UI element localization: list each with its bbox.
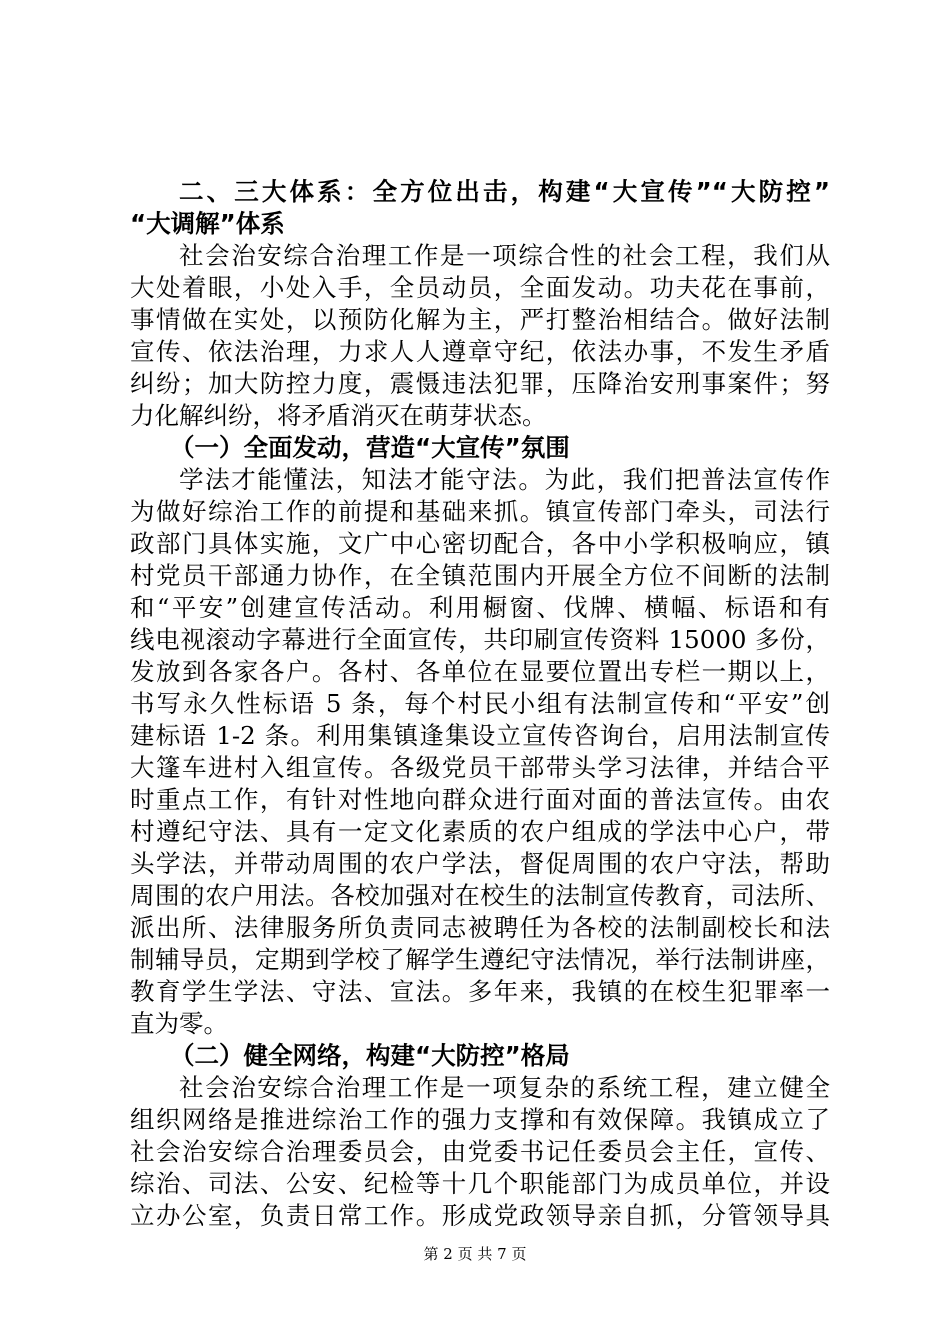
paragraph-line: 为做好综治工作的前提和基础来抓。镇宣传部门牵头，司法行 <box>130 497 830 526</box>
page-number-footer: 第 2 页 共 7 页 <box>423 1245 527 1263</box>
section-heading-line: 二、三大体系：全方位出击，构建“大宣传”“大防控” <box>179 177 830 206</box>
section-heading-line: “大调解”体系 <box>130 209 285 238</box>
paragraph-line: 和“平安”创建宣传活动。利用橱窗、伐牌、横幅、标语和有 <box>130 593 830 622</box>
paragraph-line: 直为零。 <box>130 1009 228 1038</box>
paragraph-line: 大处着眼，小处入手，全员动员，全面发动。功夫花在事前， <box>130 273 830 302</box>
paragraph-line: 事情做在实处，以预防化解为主，严打整治相结合。做好法制 <box>130 305 830 334</box>
paragraph-line: 发放到各家各户。各村、各单位在显要位置出专栏一期以上， <box>130 657 830 686</box>
paragraph-line: 制辅导员，定期到学校了解学生遵纪守法情况，举行法制讲座， <box>130 945 830 974</box>
paragraph-line: 社会治安综合治理工作是一项复杂的系统工程，建立健全 <box>179 1073 830 1102</box>
paragraph-line: 教育学生学法、守法、宣法。多年来，我镇的在校生犯罪率一 <box>130 977 830 1006</box>
paragraph-line: 时重点工作，有针对性地向群众进行面对面的普法宣传。由农 <box>130 785 830 814</box>
paragraph-line: 头学法，并带动周围的农户学法，督促周围的农户守法，帮助 <box>130 849 830 878</box>
paragraph-line: 力化解纠纷，将矛盾消灭在萌芽状态。 <box>130 401 547 430</box>
paragraph-line: 大篷车进村入组宣传。各级党员干部带头学习法律，并结合平 <box>130 753 830 782</box>
section-heading <box>130 176 830 240</box>
paragraph-line: 宣传、依法治理，力求人人遵章守纪，依法办事，不发生矛盾 <box>130 337 830 366</box>
paragraph-line: 政部门具体实施，文广中心密切配合，各中小学积极响应，镇 <box>130 529 830 558</box>
subheading-publicity: （一）全面发动，营造“大宣传”氛围 <box>170 433 570 462</box>
document-body <box>130 176 830 1232</box>
publicity-paragraph <box>130 464 830 1040</box>
paragraph-line: 组织网络是推进综治工作的强力支撑和有效保障。我镇成立了 <box>130 1105 830 1134</box>
paragraph-line: 社会治安综合治理工作是一项综合性的社会工程，我们从 <box>179 241 830 270</box>
paragraph-line: 村党员干部通力协作，在全镇范围内开展全方位不间断的法制 <box>130 561 830 590</box>
paragraph-line: 立办公室，负责日常工作。形成党政领导亲自抓，分管领导具 <box>130 1201 830 1230</box>
paragraph-line: 线电视滚动字幕进行全面宣传，共印刷宣传资料 15000 多份， <box>130 625 830 654</box>
paragraph-line: 派出所、法律服务所负责同志被聘任为各校的法制副校长和法 <box>130 913 830 942</box>
paragraph-line: 纠纷；加大防控力度，震慑违法犯罪，压降治安刑事案件；努 <box>130 369 830 398</box>
paragraph-line: 书写永久性标语 5 条，每个村民小组有法制宣传和“平安”创 <box>130 689 830 718</box>
paragraph-line: 综治、司法、公安、纪检等十几个职能部门为成员单位，并设 <box>130 1169 830 1198</box>
paragraph-line: 周围的农户用法。各校加强对在校生的法制宣传教育，司法所、 <box>130 881 830 910</box>
prevention-paragraph <box>130 1072 830 1232</box>
subheading-prevention: （二）健全网络，构建“大防控”格局 <box>170 1041 570 1070</box>
paragraph-line: 建标语 1-2 条。利用集镇逢集设立宣传咨询台，启用法制宣传 <box>130 721 830 750</box>
intro-paragraph <box>130 240 830 432</box>
paragraph-line: 社会治安综合治理委员会，由党委书记任委员会主任，宣传、 <box>130 1137 830 1166</box>
paragraph-line: 学法才能懂法，知法才能守法。为此，我们把普法宣传作 <box>179 465 830 494</box>
paragraph-line: 村遵纪守法、具有一定文化素质的农户组成的学法中心户，带 <box>130 817 830 846</box>
